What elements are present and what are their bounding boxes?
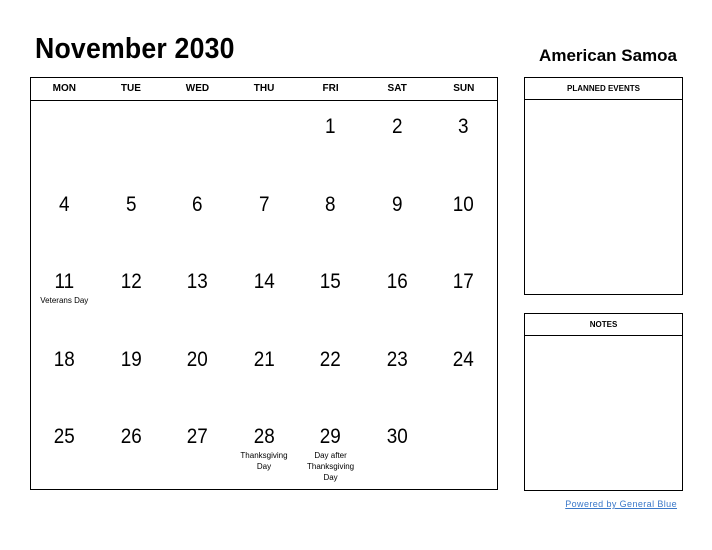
weekday-wed: WED	[185, 83, 210, 94]
day-cell	[364, 256, 431, 334]
day-cell	[231, 411, 298, 489]
day-cell	[297, 411, 364, 489]
day-number: 30	[386, 425, 408, 449]
day-cell	[364, 101, 431, 179]
planned-events-heading: PLANNED EVENTS	[525, 78, 682, 100]
day-number: 2	[391, 115, 403, 138]
day-cell	[430, 334, 497, 412]
day-cell	[31, 101, 98, 179]
day-cell	[430, 101, 497, 179]
weekday-tue: TUE	[120, 83, 141, 94]
weekday-header-row	[31, 78, 497, 101]
day-number: 23	[386, 347, 408, 371]
day-cell	[364, 179, 431, 257]
notes-panel	[524, 313, 683, 491]
holiday-label: Veterans Day	[40, 296, 89, 306]
day-cell	[98, 334, 165, 412]
day-number: 4	[59, 192, 70, 216]
day-cell	[231, 256, 298, 334]
weekday-fri: FRI	[322, 83, 339, 94]
day-cell	[297, 256, 364, 334]
day-number: 20	[186, 347, 208, 371]
day-cell	[430, 179, 497, 257]
day-cell	[164, 101, 231, 179]
holiday-label: Thanksgiving Day	[240, 451, 288, 472]
day-cell	[297, 179, 364, 257]
day-cell	[98, 256, 165, 334]
day-number: 28	[253, 425, 275, 449]
calendar-title: November 2030	[35, 33, 235, 65]
day-number: 27	[186, 425, 208, 449]
day-cell	[297, 334, 364, 412]
day-cell	[231, 179, 298, 257]
weekday-mon: MON	[52, 83, 76, 94]
day-number: 8	[325, 192, 336, 216]
day-number: 5	[125, 192, 137, 216]
day-cell	[31, 256, 98, 334]
weekday-thu: THU	[253, 83, 275, 94]
day-number: 11	[54, 270, 75, 294]
planned-events-panel	[524, 77, 683, 295]
day-number: 10	[453, 192, 475, 216]
day-number: 1	[325, 115, 336, 138]
day-number: 7	[258, 192, 270, 216]
day-number: 6	[192, 192, 203, 216]
day-number: 29	[320, 425, 342, 449]
day-number: 21	[253, 347, 275, 371]
holiday-label: Day after Thanksgiving Day	[306, 451, 355, 483]
notes-heading: NOTES	[525, 314, 682, 336]
day-cell	[98, 179, 165, 257]
day-cell	[164, 334, 231, 412]
day-cell	[31, 411, 98, 489]
day-number: 13	[186, 270, 208, 294]
day-number: 15	[320, 270, 342, 294]
day-cell	[297, 101, 364, 179]
weekday-sun: SUN	[453, 83, 475, 94]
weekday-sat: SAT	[387, 83, 407, 94]
day-number: 26	[120, 425, 142, 449]
day-number: 14	[253, 270, 275, 294]
day-number: 17	[453, 270, 475, 294]
day-cell	[231, 101, 298, 179]
day-number: 16	[386, 270, 408, 294]
day-cell	[364, 334, 431, 412]
powered-by-link[interactable]: Powered by General Blue	[565, 499, 677, 509]
day-cell	[164, 256, 231, 334]
day-cell	[364, 411, 431, 489]
day-grid	[31, 101, 497, 489]
day-cell	[231, 334, 298, 412]
calendar-grid	[30, 77, 498, 490]
day-cell	[31, 334, 98, 412]
day-cell	[31, 179, 98, 257]
day-number: 22	[320, 347, 342, 371]
day-number: 9	[391, 192, 403, 216]
day-number: 24	[453, 347, 475, 371]
day-number: 19	[120, 347, 142, 371]
day-number: 18	[53, 347, 75, 371]
day-cell	[98, 101, 165, 179]
day-cell	[164, 179, 231, 257]
day-cell	[430, 256, 497, 334]
day-number: 12	[120, 270, 142, 294]
day-cell	[430, 411, 497, 489]
day-cell	[164, 411, 231, 489]
day-number: 3	[458, 115, 469, 138]
region-name: American Samoa	[539, 46, 677, 65]
day-cell	[98, 411, 165, 489]
day-number: 25	[53, 425, 75, 449]
